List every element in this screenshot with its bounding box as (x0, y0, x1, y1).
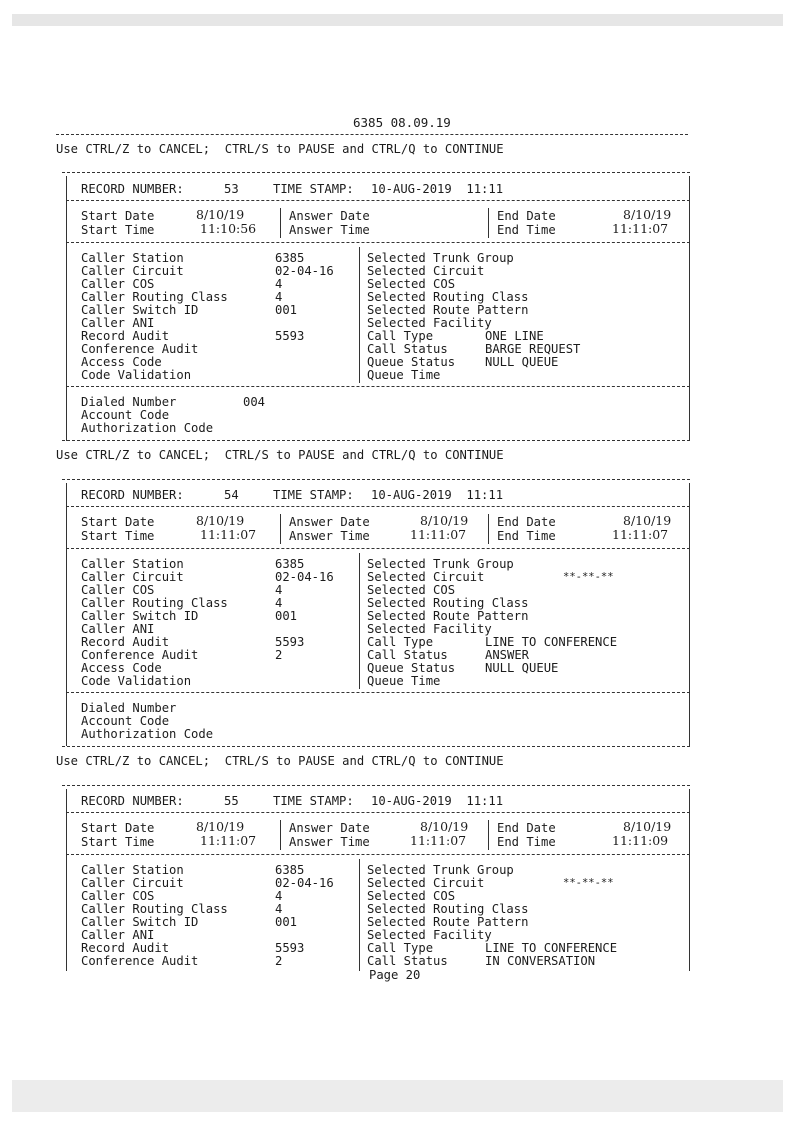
answer-time: 11:11:07 (410, 527, 467, 542)
column-divider (359, 859, 360, 971)
scan-bottom-band (12, 1080, 783, 1112)
separator (62, 785, 690, 786)
call-type: ONE LINE (485, 329, 544, 343)
end-date-label: End Date (497, 209, 556, 223)
selected-facility-label: Selected Facility (367, 928, 492, 942)
end-time-label: End Time (497, 835, 556, 849)
start-time: 11:10:56 (200, 221, 257, 236)
selected-facility-label: Selected Facility (367, 622, 492, 636)
queue-time-label: Queue Time (367, 674, 441, 688)
separator (62, 440, 690, 441)
conference-audit-label: Conference Audit (81, 954, 199, 968)
call-status: IN CONVERSATION (485, 954, 596, 968)
dialed-number-label: Dialed Number (81, 701, 177, 715)
selected-route-pattern-label: Selected Route Pattern (367, 609, 529, 623)
end-date-label: End Date (497, 515, 556, 529)
record-border (689, 789, 690, 971)
call-type-label: Call Type (367, 329, 434, 343)
queue-status-label: Queue Status (367, 661, 456, 675)
selected-routing-class-label: Selected Routing Class (367, 596, 529, 610)
caller-switch-id-label: Caller Switch ID (81, 303, 199, 317)
selected-circuit: **-**-** (563, 877, 614, 889)
caller-cos-label: Caller COS (81, 583, 155, 597)
time-stamp-label: TIME STAMP: (273, 488, 354, 502)
column-divider (359, 247, 360, 383)
end-time-label: End Time (497, 223, 556, 237)
start-date-label: Start Date (81, 821, 155, 835)
caller-cos: 4 (275, 583, 283, 597)
caller-switch-id-label: Caller Switch ID (81, 915, 199, 929)
queue-status: NULL QUEUE (485, 661, 559, 675)
selected-route-pattern-label: Selected Route Pattern (367, 915, 529, 929)
record-border (66, 176, 67, 441)
caller-routing-class: 4 (275, 290, 283, 304)
record-audit: 5593 (275, 329, 305, 343)
record-audit-label: Record Audit (81, 635, 170, 649)
conference-audit-label: Conference Audit (81, 342, 199, 356)
authorization-code-label: Authorization Code (81, 421, 214, 435)
end-date: 8/10/19 (623, 207, 672, 222)
separator (62, 479, 690, 480)
column-divider (488, 514, 489, 544)
page-number: Page 20 (369, 968, 421, 982)
caller-station-label: Caller Station (81, 863, 184, 877)
caller-circuit: 02-04-16 (275, 876, 334, 890)
conference-audit: 2 (275, 954, 283, 968)
answer-time-label: Answer Time (289, 835, 370, 849)
separator (66, 242, 690, 243)
selected-routing-class-label: Selected Routing Class (367, 290, 529, 304)
selected-facility-label: Selected Facility (367, 316, 492, 330)
call-type-label: Call Type (367, 941, 434, 955)
record-audit-label: Record Audit (81, 329, 170, 343)
code-validation-label: Code Validation (81, 368, 192, 382)
caller-circuit-label: Caller Circuit (81, 570, 184, 584)
record-number: 54 (224, 488, 239, 502)
record-audit: 5593 (275, 635, 305, 649)
separator (66, 386, 690, 387)
separator (66, 200, 690, 201)
column-divider (280, 820, 281, 850)
caller-switch-id: 001 (275, 609, 298, 623)
start-date-label: Start Date (81, 209, 155, 223)
instruction-line: Use CTRL/Z to CANCEL; CTRL/S to PAUSE and CTRL/Q to CONTINUE (56, 448, 504, 462)
record-number-label: RECORD NUMBER: (81, 182, 184, 196)
call-status-label: Call Status (367, 954, 448, 968)
dialed-number: 004 (243, 395, 266, 409)
record-number: 55 (224, 794, 239, 808)
start-date-label: Start Date (81, 515, 155, 529)
caller-switch-id-label: Caller Switch ID (81, 609, 199, 623)
end-time: 11:11:07 (612, 221, 669, 236)
record-number: 53 (224, 182, 239, 196)
answer-date-label: Answer Date (289, 821, 370, 835)
caller-circuit-label: Caller Circuit (81, 876, 184, 890)
account-code-label: Account Code (81, 714, 170, 728)
separator (56, 134, 688, 135)
call-status-label: Call Status (367, 648, 448, 662)
column-divider (280, 208, 281, 238)
call-type: LINE TO CONFERENCE (485, 941, 618, 955)
caller-routing-class-label: Caller Routing Class (81, 596, 228, 610)
answer-date-label: Answer Date (289, 515, 370, 529)
record-number-label: RECORD NUMBER: (81, 794, 184, 808)
start-time-label: Start Time (81, 835, 155, 849)
record-border (66, 483, 67, 746)
selected-routing-class-label: Selected Routing Class (367, 902, 529, 916)
caller-cos-label: Caller COS (81, 277, 155, 291)
selected-route-pattern-label: Selected Route Pattern (367, 303, 529, 317)
separator (66, 548, 690, 549)
end-date-label: End Date (497, 821, 556, 835)
record-number-label: RECORD NUMBER: (81, 488, 184, 502)
instruction-line: Use CTRL/Z to CANCEL; CTRL/S to PAUSE and CTRL/Q to CONTINUE (56, 754, 504, 768)
column-divider (488, 820, 489, 850)
record-audit: 5593 (275, 941, 305, 955)
code-validation-label: Code Validation (81, 674, 192, 688)
time-stamp-label: TIME STAMP: (273, 794, 354, 808)
start-time-label: Start Time (81, 529, 155, 543)
answer-time-label: Answer Time (289, 529, 370, 543)
caller-station-label: Caller Station (81, 251, 184, 265)
caller-cos: 4 (275, 277, 283, 291)
page-header: 6385 08.09.19 (353, 115, 451, 130)
record-border (689, 176, 690, 441)
caller-circuit: 02-04-16 (275, 264, 334, 278)
selected-cos-label: Selected COS (367, 583, 456, 597)
start-date: 8/10/19 (196, 207, 245, 222)
dialed-number-label: Dialed Number (81, 395, 177, 409)
time-stamp: 10-AUG-2019 11:11 (371, 488, 504, 502)
separator (66, 506, 690, 507)
time-stamp: 10-AUG-2019 11:11 (371, 794, 504, 808)
record-border (66, 789, 67, 971)
scan-top-band (12, 14, 783, 26)
call-type: LINE TO CONFERENCE (485, 635, 618, 649)
conference-audit-label: Conference Audit (81, 648, 199, 662)
answer-time: 11:11:07 (410, 833, 467, 848)
caller-routing-class: 4 (275, 596, 283, 610)
time-stamp: 10-AUG-2019 11:11 (371, 182, 504, 196)
caller-switch-id: 001 (275, 303, 298, 317)
caller-routing-class-label: Caller Routing Class (81, 902, 228, 916)
start-time: 11:11:07 (200, 527, 257, 542)
caller-station-label: Caller Station (81, 557, 184, 571)
conference-audit: 2 (275, 648, 283, 662)
selected-circuit-label: Selected Circuit (367, 570, 485, 584)
record-border (689, 483, 690, 746)
selected-trunk-group-label: Selected Trunk Group (367, 557, 514, 571)
answer-date: 8/10/19 (420, 819, 469, 834)
separator (62, 746, 690, 747)
time-stamp-label: TIME STAMP: (273, 182, 354, 196)
caller-routing-class: 4 (275, 902, 283, 916)
end-date: 8/10/19 (623, 513, 672, 528)
end-time: 11:11:09 (612, 833, 669, 848)
access-code-label: Access Code (81, 661, 162, 675)
selected-trunk-group-label: Selected Trunk Group (367, 863, 514, 877)
column-divider (359, 553, 360, 689)
record-audit-label: Record Audit (81, 941, 170, 955)
selected-circuit: **-**-** (563, 571, 614, 583)
caller-station: 6385 (275, 863, 305, 877)
start-time-label: Start Time (81, 223, 155, 237)
answer-date: 8/10/19 (420, 513, 469, 528)
caller-circuit: 02-04-16 (275, 570, 334, 584)
start-time: 11:11:07 (200, 833, 257, 848)
separator (66, 812, 690, 813)
call-type-label: Call Type (367, 635, 434, 649)
separator (66, 692, 690, 693)
call-status: BARGE REQUEST (485, 342, 581, 356)
caller-ani-label: Caller ANI (81, 316, 155, 330)
caller-routing-class-label: Caller Routing Class (81, 290, 228, 304)
call-status: ANSWER (485, 648, 530, 662)
caller-station: 6385 (275, 251, 305, 265)
answer-time-label: Answer Time (289, 223, 370, 237)
selected-circuit-label: Selected Circuit (367, 264, 485, 278)
end-time-label: End Time (497, 529, 556, 543)
selected-circuit-label: Selected Circuit (367, 876, 485, 890)
column-divider (488, 208, 489, 238)
end-date: 8/10/19 (623, 819, 672, 834)
call-status-label: Call Status (367, 342, 448, 356)
queue-time-label: Queue Time (367, 368, 441, 382)
answer-date-label: Answer Date (289, 209, 370, 223)
caller-circuit-label: Caller Circuit (81, 264, 184, 278)
queue-status-label: Queue Status (367, 355, 456, 369)
selected-cos-label: Selected COS (367, 889, 456, 903)
caller-ani-label: Caller ANI (81, 928, 155, 942)
instruction-line: Use CTRL/Z to CANCEL; CTRL/S to PAUSE and CTRL/Q to CONTINUE (56, 142, 504, 156)
caller-cos: 4 (275, 889, 283, 903)
account-code-label: Account Code (81, 408, 170, 422)
caller-ani-label: Caller ANI (81, 622, 155, 636)
selected-trunk-group-label: Selected Trunk Group (367, 251, 514, 265)
separator (62, 172, 690, 173)
start-date: 8/10/19 (196, 819, 245, 834)
caller-cos-label: Caller COS (81, 889, 155, 903)
start-date: 8/10/19 (196, 513, 245, 528)
separator (66, 854, 690, 855)
end-time: 11:11:07 (612, 527, 669, 542)
authorization-code-label: Authorization Code (81, 727, 214, 741)
caller-switch-id: 001 (275, 915, 298, 929)
column-divider (280, 514, 281, 544)
queue-status: NULL QUEUE (485, 355, 559, 369)
access-code-label: Access Code (81, 355, 162, 369)
caller-station: 6385 (275, 557, 305, 571)
selected-cos-label: Selected COS (367, 277, 456, 291)
